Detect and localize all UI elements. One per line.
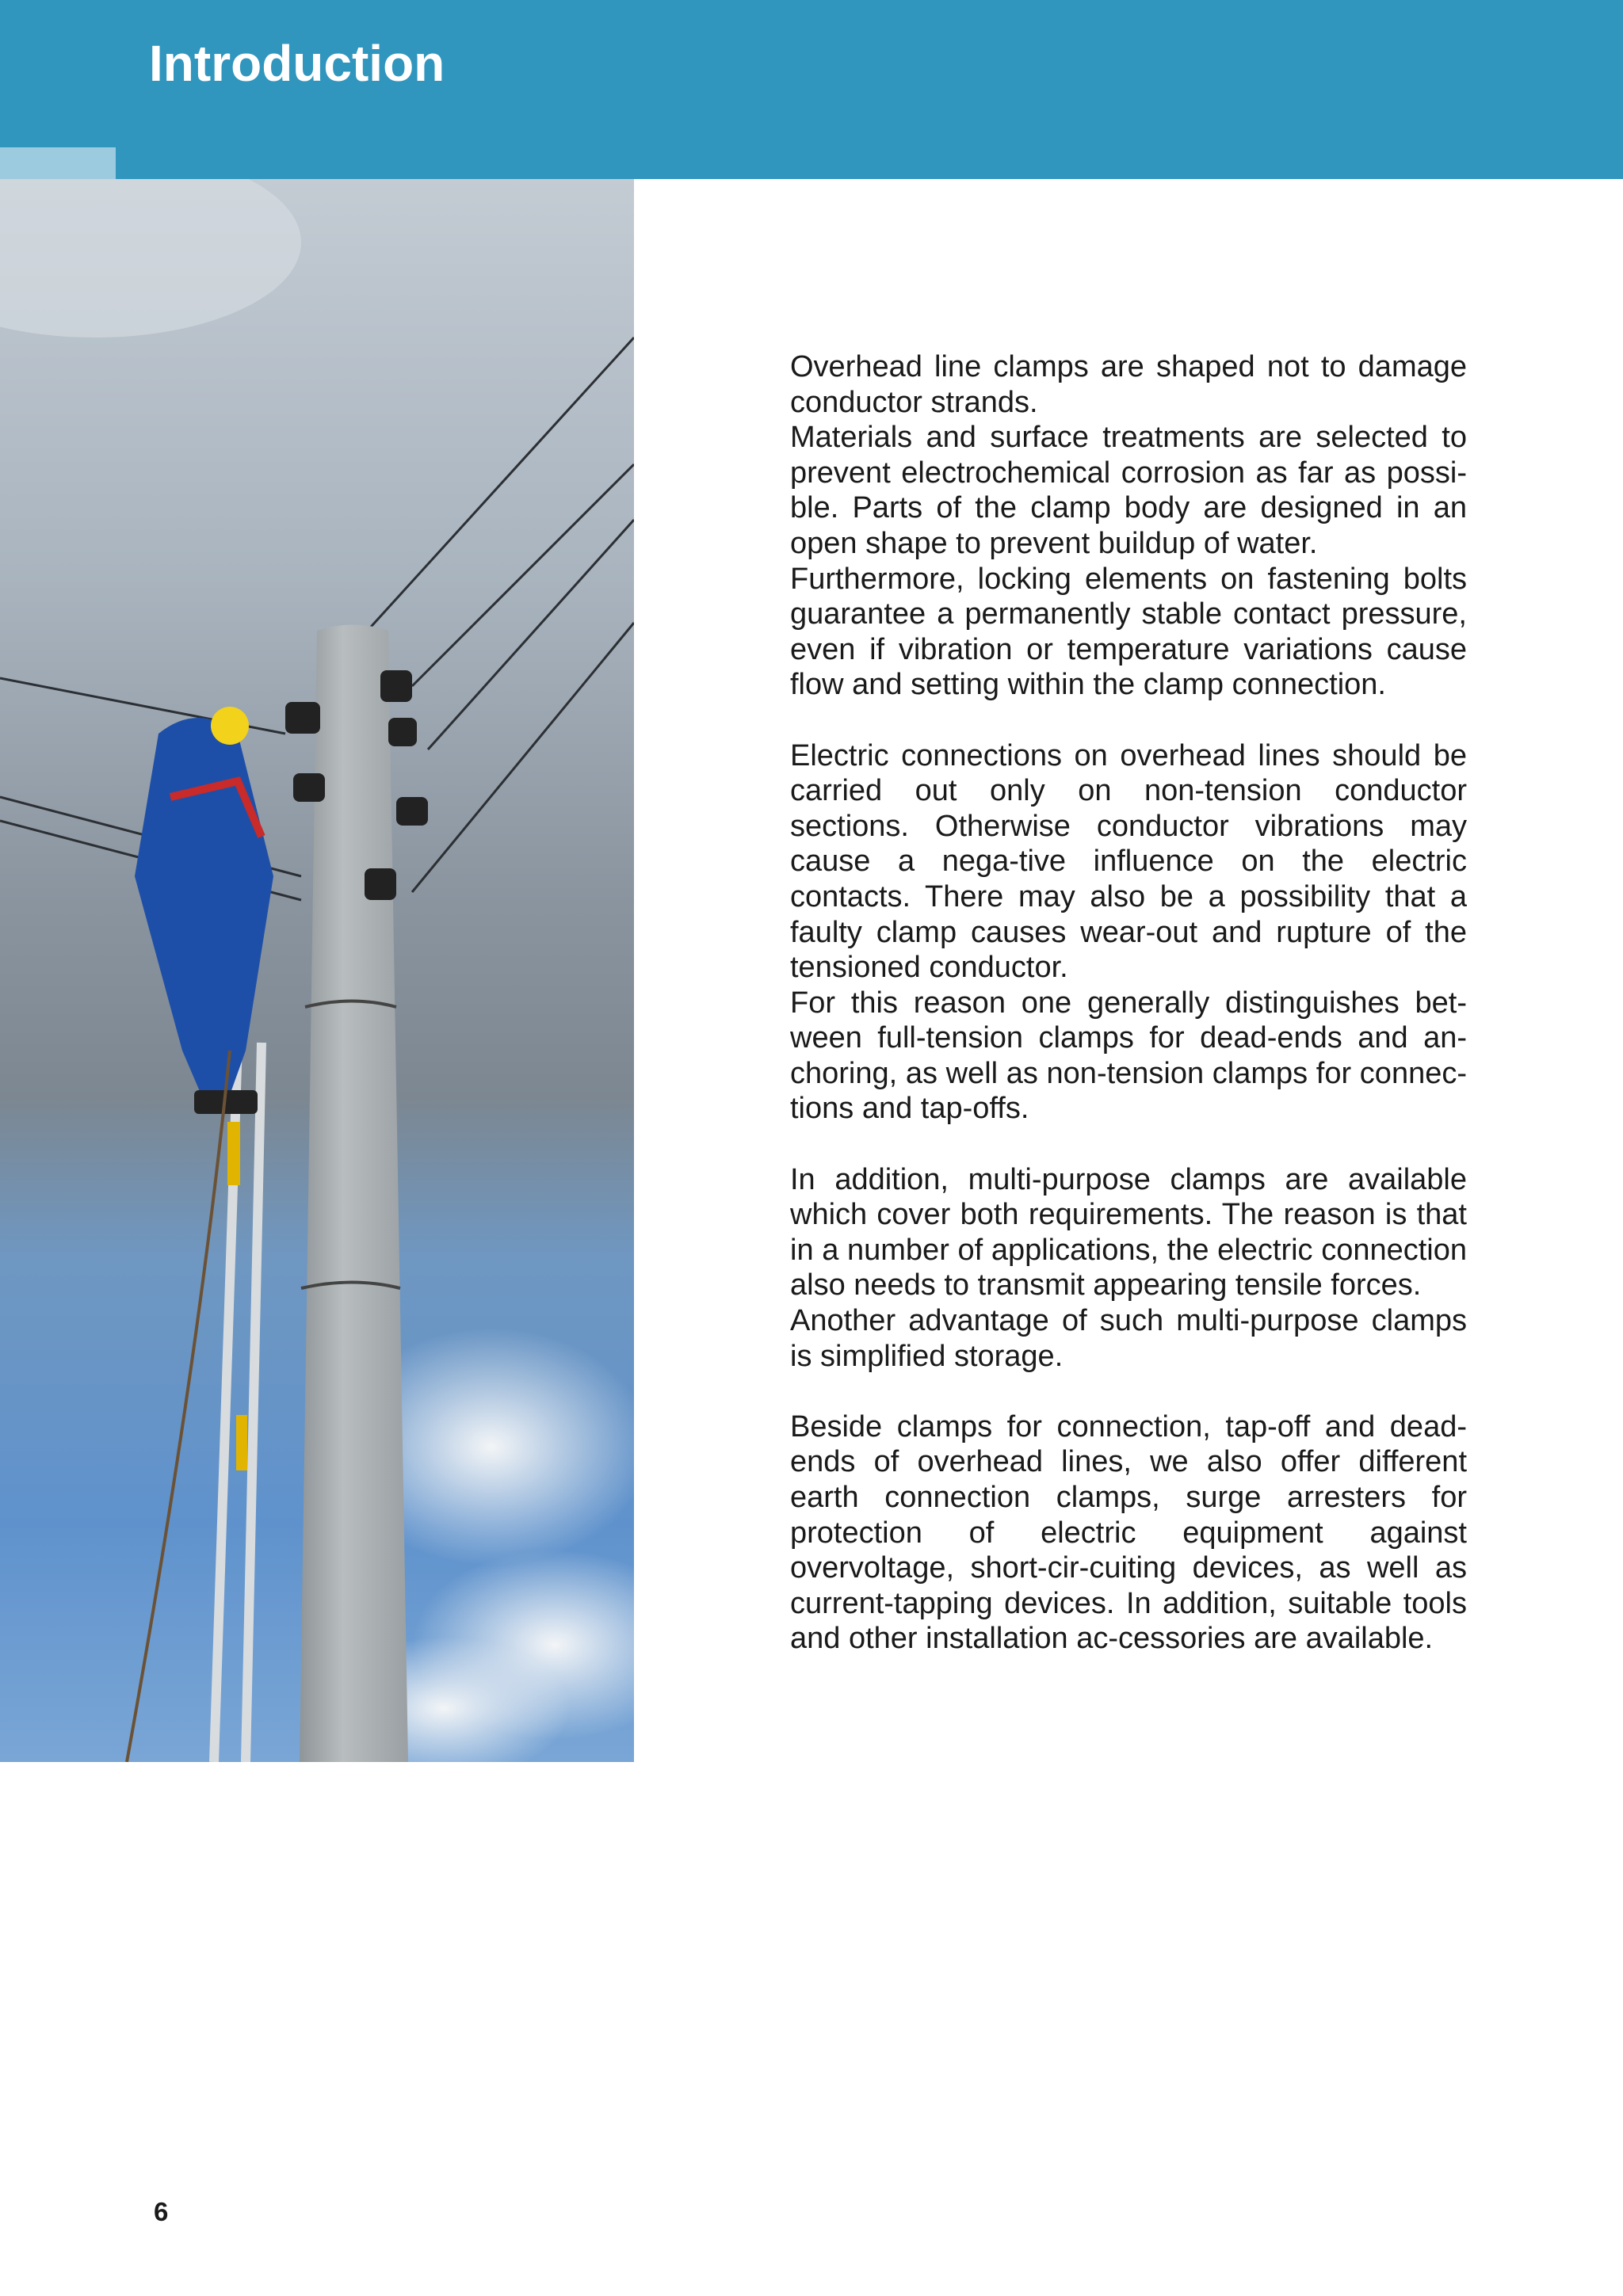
paragraph-3 <box>790 1162 1467 1375</box>
paragraph-line: Electric connections on overhead lines should be carried out only on non-tension conductor sections. Otherwise conductor vibrations may cause a nega-tive influence on the electric contacts. There may also be a possibility that a faulty clamp causes wear-out and rupture of the tensioned conductor. <box>790 738 1467 985</box>
lineman-on-utility-pole-photo <box>0 179 634 1762</box>
paragraph-line: For this reason one generally distinguishes bet-ween full-tension clamps for dead-ends and an-choring, as well as non-tension clamps for connec-tions and tap-offs. <box>790 986 1467 1126</box>
paragraph-line: Overhead line clamps are shaped not to damage conductor strands. <box>790 350 1467 419</box>
page-number: 6 <box>154 2197 169 2226</box>
paragraph-line: Materials and surface treatments are selected to prevent electrochemical corrosion as far as possi-ble. Parts of the clamp body are designed in an open shape to prevent buildup of water. <box>790 421 1467 560</box>
paragraph-1 <box>790 349 1467 703</box>
paragraph-line: Furthermore, locking elements on fastening bolts guarantee a permanently stable contact pressure, even if vibration or temperature variations cause flow and setting within the clamp connection. <box>790 562 1467 702</box>
body-text <box>790 349 1467 1692</box>
page-header <box>0 0 1623 179</box>
paragraph-line: Beside clamps for connection, tap-off and dead-ends of overhead lines, we also offer different earth connection clamps, surge arresters for protection of electric equipment against overvoltage, short-cir-cuiting devices, as well as current-tapping devices. In addition, suitable tools and other installation ac-cessories are available. <box>790 1409 1467 1656</box>
paragraph-line: Another advantage of such multi-purpose clamps is simplified storage. <box>790 1304 1467 1373</box>
paragraph-2 <box>790 738 1467 1127</box>
paragraph-4 <box>790 1409 1467 1657</box>
page-title: Introduction <box>149 35 445 92</box>
paragraph-line: In addition, multi-purpose clamps are available which cover both requirements. The reason is that in a number of applications, the electric connection also needs to transmit appearing tensile forces. <box>790 1162 1467 1302</box>
header-accent-bar <box>0 147 116 179</box>
